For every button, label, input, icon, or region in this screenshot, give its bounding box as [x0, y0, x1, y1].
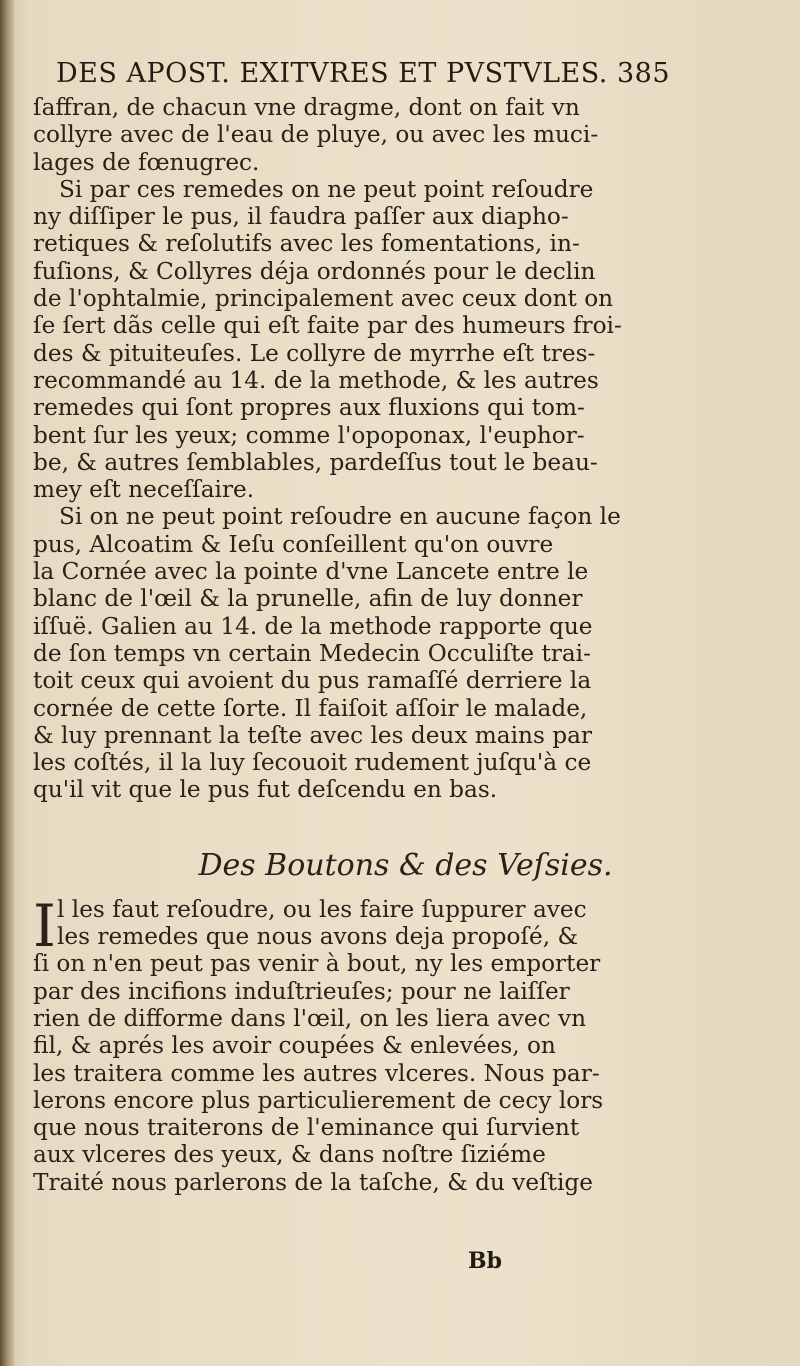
paragraph-1	[33, 94, 778, 176]
text-line: des & pituiteuſes. Le collyre de myrrhe eſt tres-	[33, 339, 596, 367]
catchword: Bb	[468, 1248, 502, 1274]
text-line: fil, & aprés les avoir coupées & enlevées, on	[33, 1032, 556, 1060]
text-line: les remedes que nous avons deja propoſé, &	[57, 923, 579, 951]
text-line: que nous traiterons de l'eminance qui ſurvient	[33, 1114, 580, 1142]
text-line: les traitera comme les autres vlceres. Nous par-	[33, 1059, 600, 1087]
text-line: Si on ne peut point reſoudre en aucune façon le	[59, 503, 621, 531]
paragraph-4	[33, 891, 778, 1196]
text-line: bent ſur les yeux; comme l'opoponax, l'euphor-	[33, 421, 585, 449]
text-line: de ſon temps vn certain Medecin Occuliſte trai-	[33, 639, 591, 667]
section-title: Des Boutons & des Veſsies.	[198, 847, 613, 883]
paragraph-3	[33, 503, 778, 803]
text-line: aux vlceres des yeux, & dans noſtre ſiziéme	[33, 1141, 546, 1169]
text-line: toit ceux qui avoient du pus ramaſſé derriere la	[33, 667, 592, 695]
drop-cap: I	[33, 891, 56, 960]
text-line: la Cornée avec la pointe d'vne Lancete entre le	[33, 558, 589, 586]
text-line: de l'ophtalmie, principalement avec ceux dont on	[33, 285, 614, 313]
text-line: ſi on n'en peut pas venir à bout, ny les emporter	[33, 950, 601, 978]
text-line: ſaffran, de chacun vne dragme, dont on fait vn	[33, 94, 580, 121]
text-line: mey eſt neceſſaire.	[33, 476, 255, 504]
text-line: par des incifions induſtrieuſes; pour ne laiſſer	[33, 977, 570, 1005]
text-line: rien de difforme dans l'œil, on les liera avec vn	[33, 1004, 587, 1032]
paragraph-2	[33, 176, 778, 504]
text-line: cornée de cette ſorte. Il faiſoit aſſoir le malade,	[33, 694, 588, 722]
text-line: recommandé au 14. de la methode, & les autres	[33, 366, 599, 394]
text-line: & luy prennant la teſte avec les deux mains par	[33, 721, 592, 749]
text-line: qu'il vit que le pus fut deſcendu en bas.	[33, 776, 498, 804]
text-line: ny diſſiper le pus, il faudra paſſer aux diapho-	[33, 203, 569, 231]
text-line: Si par ces remedes on ne peut point reſoudre	[59, 175, 594, 203]
text-line: les coſtés, il la luy ſecouoit rudement juſqu'à ce	[33, 749, 592, 777]
section-gap	[33, 804, 778, 830]
body-text	[33, 94, 778, 1196]
text-line: be, & autres ſemblables, pardeſſus tout le beau-	[33, 448, 598, 476]
text-line: remedes qui ſont propres aux fluxions qui tom-	[33, 394, 585, 422]
text-line: blanc de l'œil & la prunelle, afin de luy donner	[33, 585, 583, 613]
text-line: pus, Alcoatim & Ieſu conſeillent qu'on ouvre	[33, 530, 554, 558]
running-head: DES APOST. EXITVRES ET PVSTVLES. 385	[56, 58, 671, 89]
text-line: iſſuë. Galien au 14. de la methode rapporte que	[33, 612, 593, 640]
text-line: Traité nous parlerons de la taſche, & du veſtige	[33, 1168, 593, 1196]
text-line: retiques & reſolutifs avec les fomentations, in-	[33, 230, 580, 258]
text-line: l les faut reſoudre, ou les faire ſuppurer avec	[57, 895, 587, 923]
text-line: lerons encore plus particulierement de cecy lors	[33, 1086, 604, 1114]
text-line: collyre avec de l'eau de pluye, ou avec les muci-	[33, 121, 599, 149]
text-line: ſe ſert dãs celle qui eſt faite par des humeurs froi-	[33, 312, 622, 340]
text-line: lages de fœnugrec.	[33, 148, 260, 176]
page-gutter-shadow	[0, 0, 14, 1366]
text-line: fuſions, & Collyres déja ordonnés pour le declin	[33, 257, 596, 285]
